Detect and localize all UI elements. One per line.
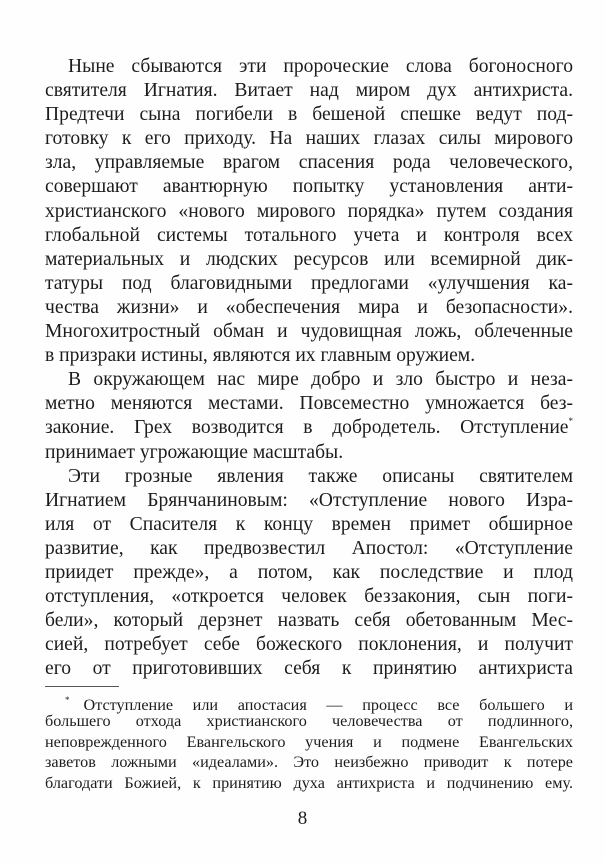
text-line: христианского «нового мирового порядка» путем создания	[45, 200, 573, 222]
text-line: принимает угрожающие масштабы.	[45, 441, 344, 463]
footnote-line	[45, 690, 573, 714]
footnote-marker: *	[65, 695, 70, 705]
text-line: Многохитростный обман и чудовищная ложь, облеченные	[45, 321, 573, 343]
text-line: совершают авантюрную попытку установления анти-	[45, 176, 573, 198]
paragraph-3	[45, 465, 573, 682]
text-line: чества жизни» и «обеспечения мира и безопасности».	[45, 296, 573, 318]
text-line: Игнатием Брянчаниновым: «Отступление нового Изра-	[45, 489, 573, 511]
text-line-with-footnote	[45, 416, 573, 440]
text-line: святителя Игнатия. Витает над миром дух антихриста.	[45, 80, 573, 102]
body-text	[45, 55, 573, 681]
text-line: его от приготовивших себя к принятию антихриста	[45, 658, 573, 680]
footnote-line: неповрежденного Евангельского учения и подмене Евангельских	[45, 732, 573, 751]
footnote-separator	[45, 686, 119, 687]
page-number: 8	[297, 808, 308, 829]
text-line: отступления, «откроется человек беззакония, сын поги-	[45, 586, 573, 608]
paragraph-2	[45, 368, 573, 464]
text-line: Предтечи сына погибели в бешеной спешке ведут под-	[45, 104, 573, 126]
footnote-line: заветов ложными «идеалами». Это неизбежно приводит к потере	[45, 753, 573, 772]
footnote	[45, 690, 573, 794]
text-line: Ныне сбываются эти пророческие слова богоносного	[68, 56, 573, 77]
text-line: Эти грозные явления также описаны святителем	[68, 465, 573, 487]
text-line: развитие, как предвозвестил Апостол: «Отступление	[45, 537, 573, 559]
text-line: материальных и людских ресурсов или всемирной дик-	[45, 248, 573, 270]
footnote-reference[interactable]: *	[568, 416, 573, 427]
text-line: зла, управляемые врагом спасения рода человеческого,	[45, 152, 573, 174]
text-line: метно меняются местами. Повсеместно умножается без-	[45, 393, 573, 415]
text-line: татуры под благовидными предлогами «улучшения ка-	[45, 272, 573, 294]
text-line: в призраки истины, являются их главным оружием.	[45, 345, 476, 367]
text-line: сией, потребует себе божеского поклонения, и получит	[45, 634, 573, 656]
text-line: готовку к его приходу. На наших глазах силы мирового	[45, 128, 573, 150]
paragraph-1	[45, 55, 573, 368]
footnote-line: большего отхода христианского человечества от подлинного,	[45, 711, 573, 730]
text-line: бели», который дерзнет назвать себя обетованным Мес-	[45, 610, 573, 632]
text-line-content: законие. Грех возводится в добродетель. Отступление	[45, 417, 569, 439]
text-line: глобальной системы тотального учета и контроля всех	[45, 224, 573, 246]
text-line: иля от Спасителя к концу времен примет обширное	[45, 513, 573, 535]
text-line: приидет прежде», а потом, как последствие и плод	[45, 561, 573, 583]
footnote-line-content: Отступление или апостасия — процесс все большего и	[83, 696, 573, 714]
text-line: В окружающем нас мире добро и зло быстро и неза-	[68, 369, 573, 391]
footnote-line: благодати Божией, к принятию духа антихриста и подчинению ему.	[45, 774, 573, 793]
